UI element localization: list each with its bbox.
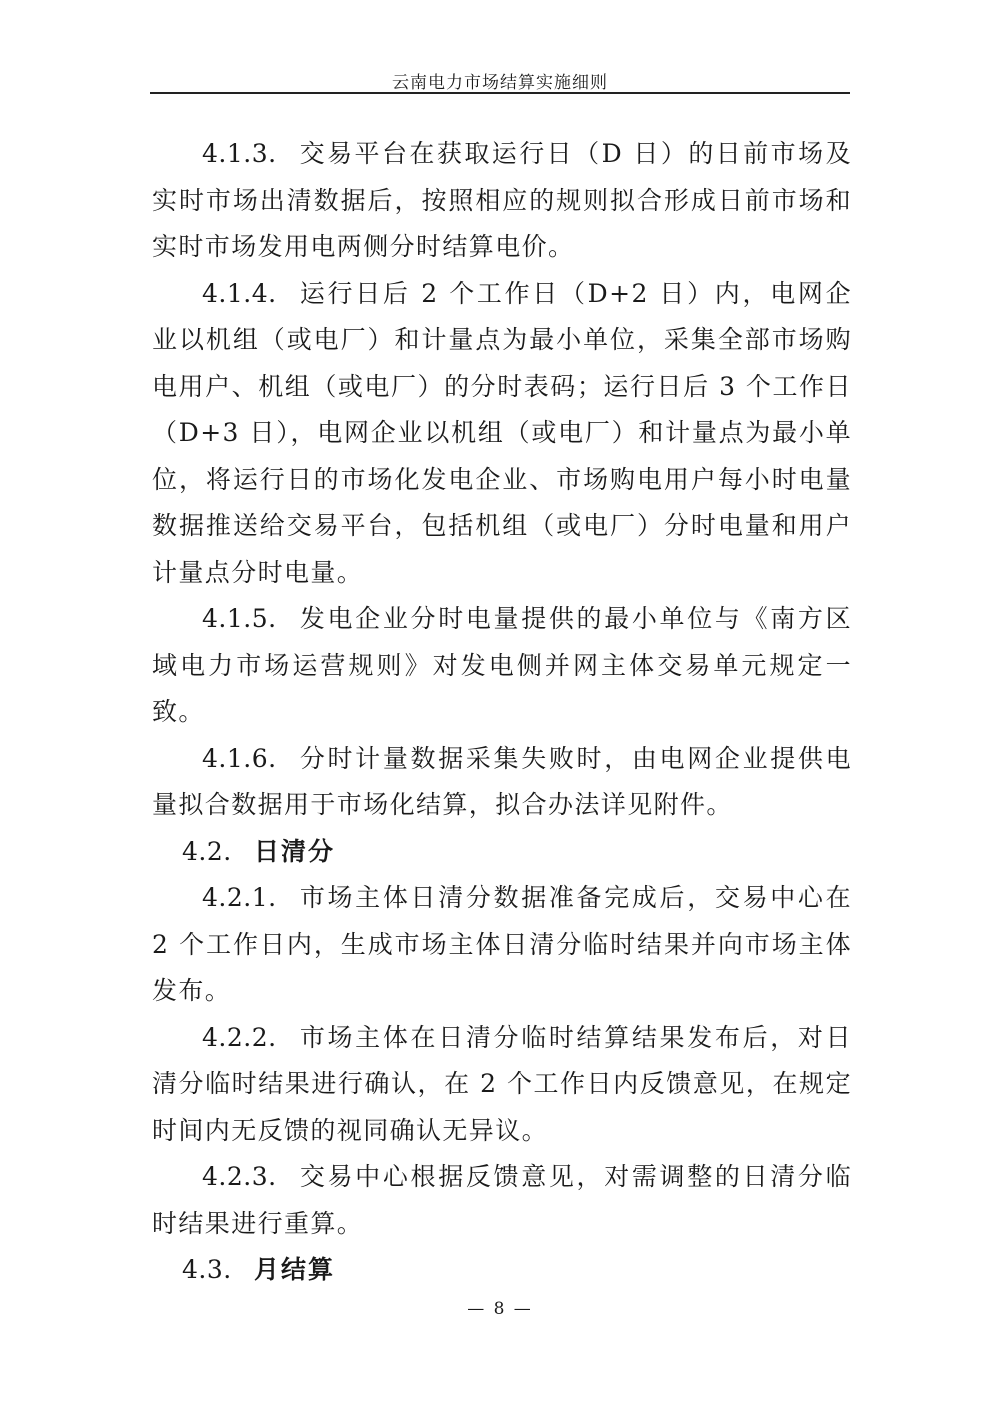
section-heading-4-3 xyxy=(152,1247,852,1294)
clause-text: 交易中心根据反馈意见，对需调整的日清分临时结果进行重算。 xyxy=(152,1162,852,1238)
page-body xyxy=(152,131,852,1294)
page-number: — 8 — xyxy=(467,1299,533,1319)
clause-4-2-3 xyxy=(152,1154,852,1247)
clause-number: 4.1.5. xyxy=(202,604,277,633)
section-number: 4.3. xyxy=(182,1255,232,1284)
clause-text: 市场主体在日清分临时结算结果发布后，对日清分临时结果进行确认，在 2 个工作日内反馈意见，在规定时间内无反馈的视同确认无异议。 xyxy=(152,1022,852,1145)
clause-number: 4.2.3. xyxy=(202,1162,277,1191)
clause-text: 发电企业分时电量提供的最小单位与《南方区域电力市场运营规则》对发电侧并网主体交易单元规定一致。 xyxy=(152,604,852,726)
clause-4-2-1 xyxy=(152,875,852,1015)
section-title: 日清分 xyxy=(254,836,336,866)
clause-number: 4.2.1. xyxy=(202,883,277,912)
clause-text: 交易平台在获取运行日（D 日）的日前市场及实时市场出清数据后，按照相应的规则拟合形成日前市场和实时市场发用电两侧分时结算电价。 xyxy=(152,139,852,261)
section-heading-4-2 xyxy=(152,829,852,876)
clause-number: 4.1.3. xyxy=(202,139,277,168)
clause-text: 市场主体日清分数据准备完成后，交易中心在 2 个工作日内，生成市场主体日清分临时结果并向市场主体发布。 xyxy=(152,883,852,1005)
clause-text: 分时计量数据采集失败时，由电网企业提供电量拟合数据用于市场化结算，拟合办法详见附件。 xyxy=(152,743,852,819)
header-divider xyxy=(150,92,850,94)
clause-number: 4.1.4. xyxy=(202,278,277,308)
section-title: 月结算 xyxy=(254,1255,336,1284)
clause-4-1-5 xyxy=(152,596,852,736)
section-number: 4.2. xyxy=(182,836,232,866)
clause-text: 运行日后 2 个工作日（D+2 日）内，电网企业以机组（或电厂）和计量点为最小单位，采集全部市场购电用户、机组（或电厂）的分时表码；运行日后 3 个工作日（D+3 日），电网企业以机组（或电厂）和计量点为最小单位，将运行日的市场化发电企业、市场购电用户每小时电量数据推送给交易平台，包括机组（或电厂）分时电量和用户计量点分时电量。 xyxy=(152,278,852,587)
clause-4-2-2 xyxy=(152,1015,852,1155)
clause-number: 4.2.2. xyxy=(202,1022,277,1052)
document-header-title: 云南电力市场结算实施细则 xyxy=(392,73,608,93)
clause-4-1-3 xyxy=(152,131,852,271)
clause-4-1-4 xyxy=(152,271,852,597)
clause-4-1-6 xyxy=(152,736,852,829)
clause-number: 4.1.6. xyxy=(202,743,277,773)
